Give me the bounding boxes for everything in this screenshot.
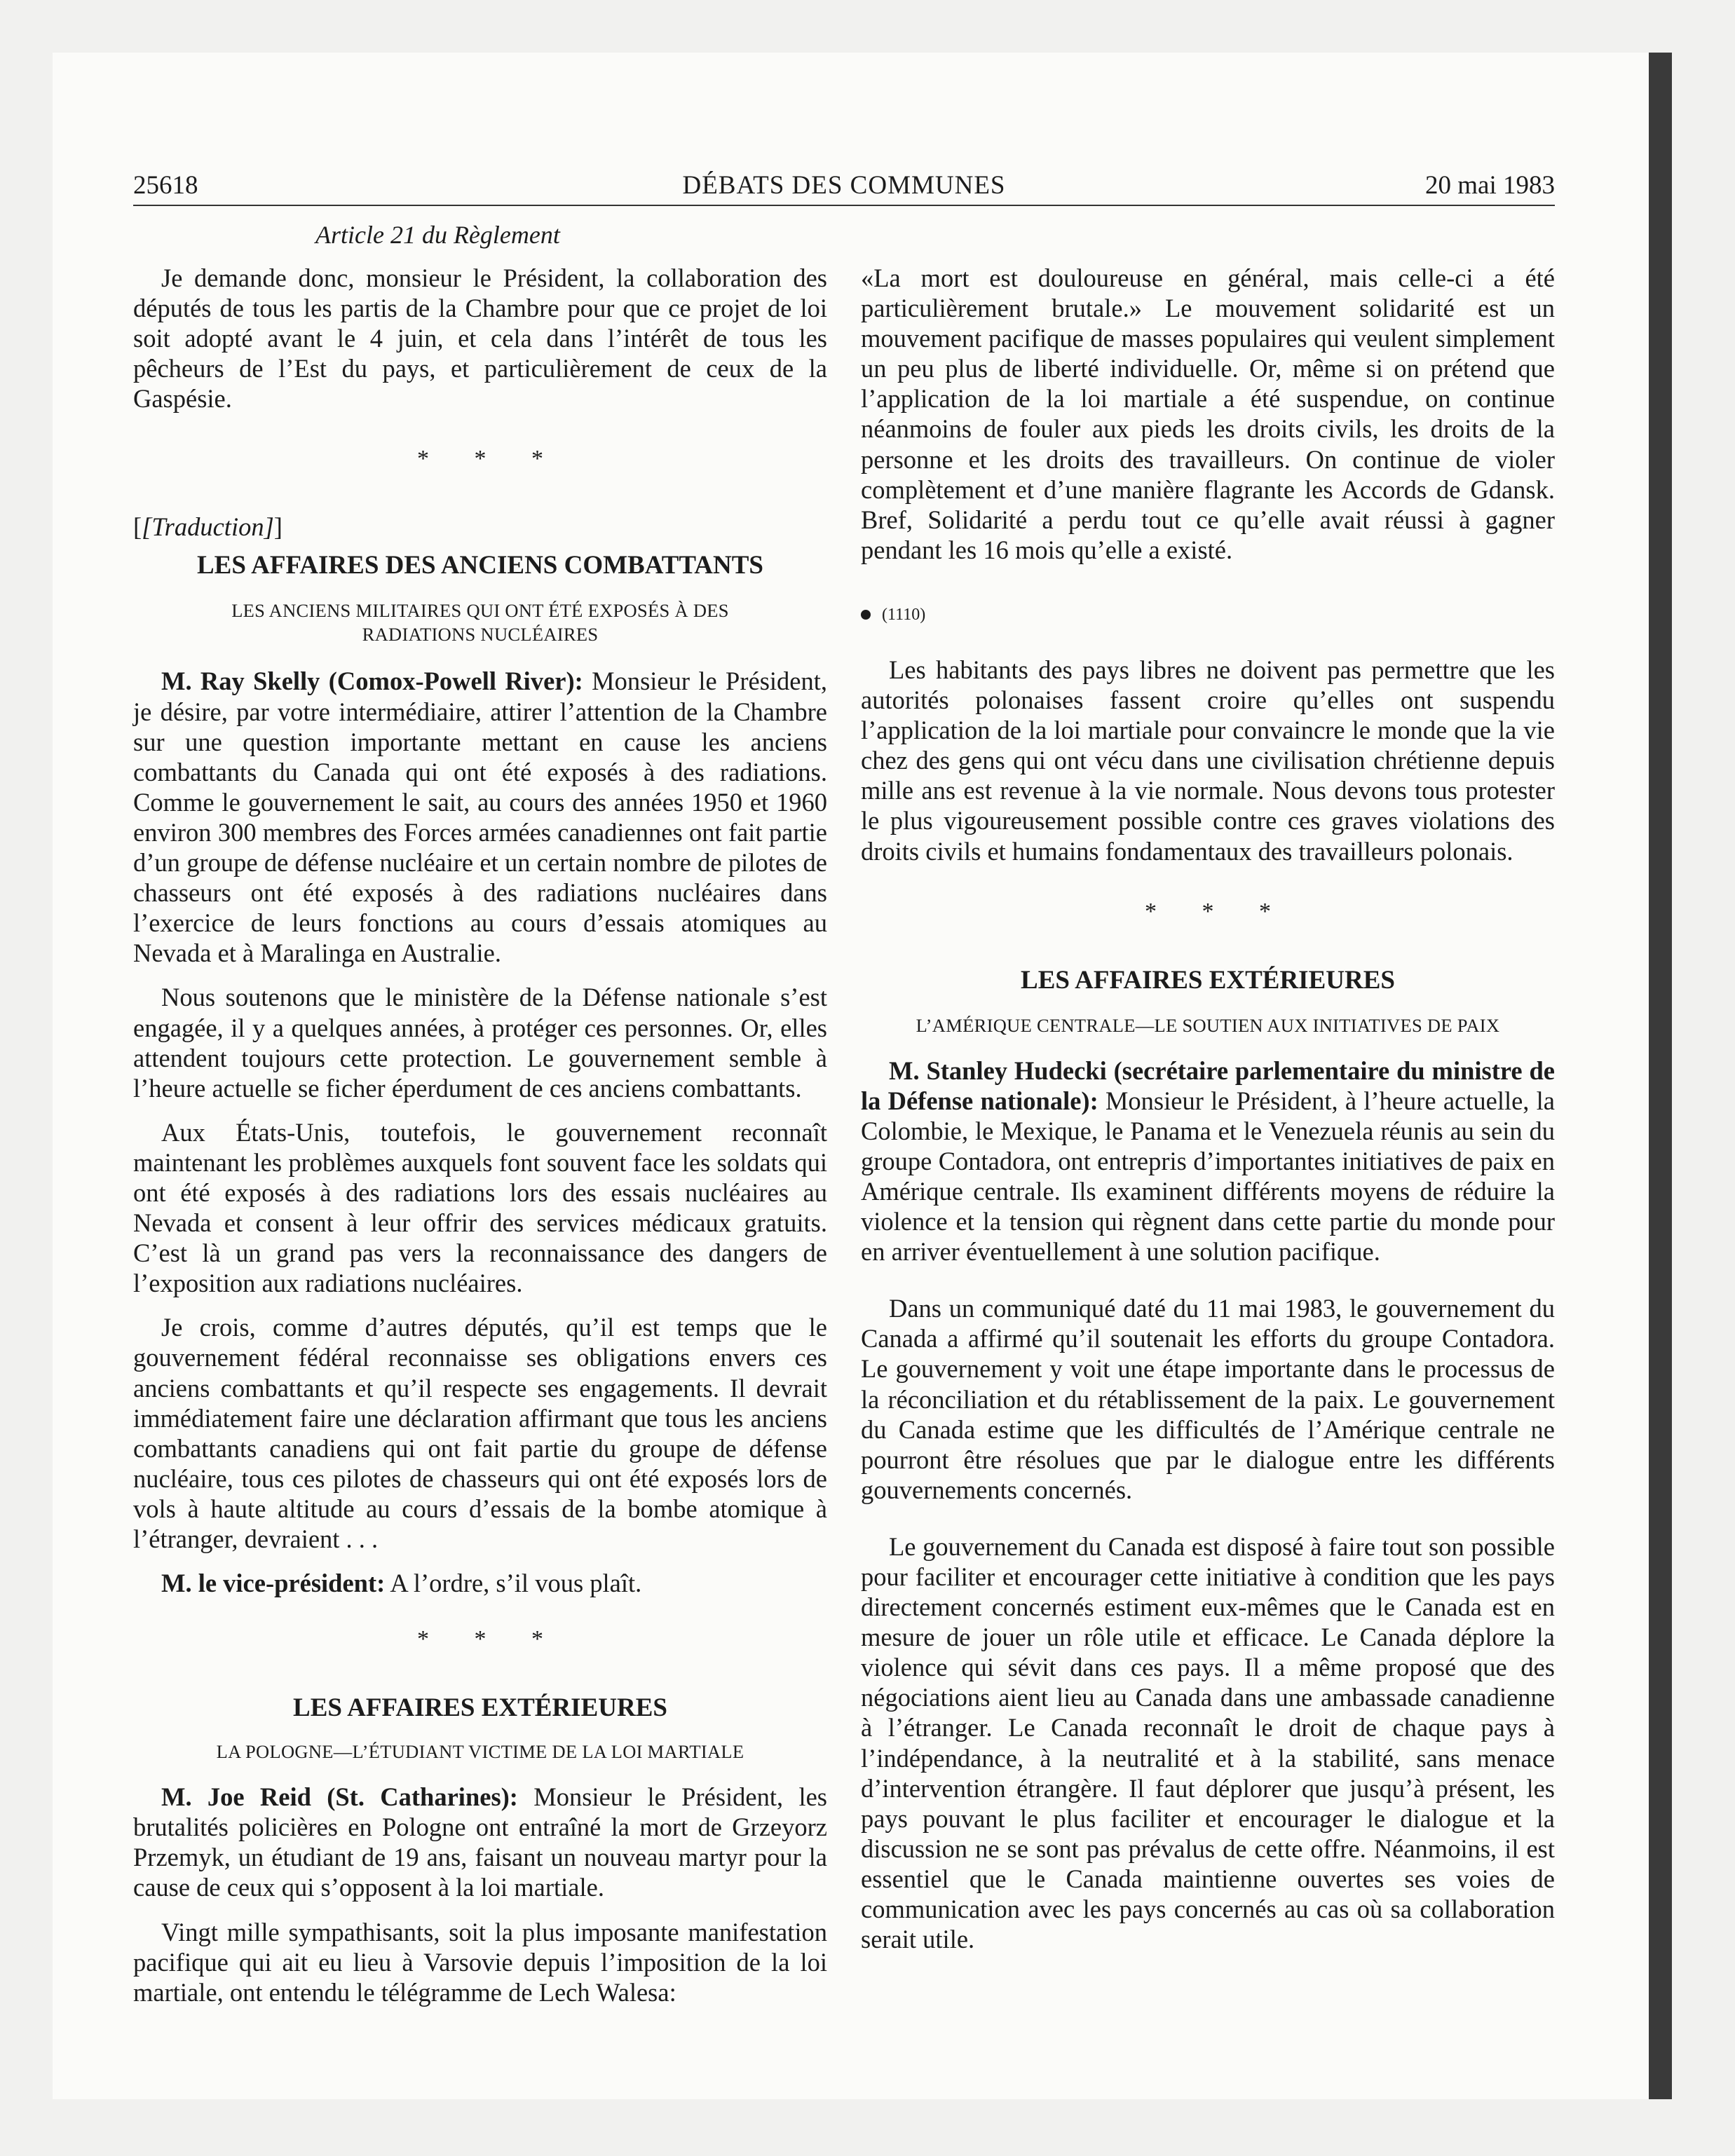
- paragraph: Aux États-Unis, toutefois, le gouvernement reconnaît maintenant les problèmes auxquels font souvent face les soldats qui ont été exposés à des radiations lors des essais nucléaires au Nevada et consent à leur offrir des services médicaux gratuits. C’est là un grand pas vers la reconnaissance des dangers de l’exposition aux radiations nucléaires.: [133, 1117, 827, 1298]
- speaker-name: M. Joe Reid (St. Catharines):: [161, 1782, 518, 1812]
- speaker-name: M. Stanley Hudecki (secrétaire parlementaire du ministre de la Défense nationale):: [861, 1056, 1555, 1115]
- section-separator: * * *: [417, 446, 563, 472]
- time-marker-text: (1110): [882, 605, 926, 624]
- paragraph: Les habitants des pays libres ne doivent pas permettre que les autorités polonaises fassent croire qu’elles ont suspendu l’application de la loi martiale pour convaincre le monde que la vie chez des gens qui ont vécu dans une civilisation chrétienne depuis mille ans est revenue à la vie normale. Nous devons tous protester le plus vigoureusement possible contre ces graves violations des droits civils et humains fondamentaux des travailleurs polonais.: [861, 655, 1555, 866]
- section-separator: * * *: [1145, 898, 1291, 925]
- speech-text: Monsieur le Président, les brutalités policières en Pologne ont entraîné la mort de Grzeyorz Przemyk, un étudiant de 19 ans, faisant un nouveau martyr pour la cause de ceux qui s’opposent à la loi martiale.: [133, 1782, 827, 1902]
- section-heading: LES AFFAIRES EXTÉRIEURES: [1021, 965, 1395, 995]
- section-heading: LES AFFAIRES EXTÉRIEURES: [293, 1693, 667, 1723]
- paragraph: «La mort est douloureuse en général, mais celle-ci a été particulièrement brutale.» Le mouvement solidarité est un mouvement pacifique de masses populaires qui veulent simplement un peu plus de liberté individuelle. Or, même si on prétend que l’application de la loi martiale a été suspendue, on continue néanmoins de fouler aux pieds les droits civils, les droits de la personne et les droits des travailleurs. On continue de violer complètement et d’une manière flagrante les Accords de Gdansk. Bref, Solidarité a perdu tout ce qu’elle avait réussi à gagner pendant les 16 mois qu’elle a existé.: [861, 264, 1555, 564]
- left-column: [133, 263, 827, 2007]
- scan-edge-bar: [1649, 53, 1672, 2099]
- right-column: [861, 263, 1555, 1954]
- page-header: [133, 168, 1555, 206]
- paragraph: Je crois, comme d’autres députés, qu’il est temps que le gouvernement fédéral reconnaisse ses obligations envers ces anciens combattants et qu’il respecte ses engagements. Il devrait immédiatement faire une déclaration affirmant que tous les anciens combattants canadiens qui ont fait partie du groupe de défense nucléaire, tous ces pilotes de chasseurs qui ont été exposés lors de vols à haute altitude au cours d’essais de la bombe atomique à l’étranger, devraient . . .: [133, 1313, 827, 1553]
- paragraph: Je demande donc, monsieur le Président, la collaboration des députés de tous les partis de la Chambre pour que ce projet de loi soit adopté avant le 4 juin, et cela dans l’intérêt de tous les pêcheurs de l’Est du pays, et particulièrement de ceux de la Gaspésie.: [133, 264, 827, 414]
- publication-title: DÉBATS DES COMMUNES: [682, 171, 1006, 200]
- section-subheading: L’AMÉRIQUE CENTRALE—LE SOUTIEN AUX INITIATIVES DE PAIX: [916, 1014, 1500, 1036]
- section-separator: * * *: [417, 1626, 563, 1653]
- translation-label: [Traduction]: [142, 512, 274, 542]
- speech-text: Monsieur le Président, je désire, par votre intermédiaire, attirer l’attention de la Chambre sur une question importante mettant en cause les anciens combattants du Canada qui ont été exposés à des radiations. Comme le gouvernement le sait, au cours des années 1950 et 1960 environ 300 membres des Forces armées canadiennes ont fait partie d’un groupe de défense nucléaire et un certain nombre de pilotes de chasseurs ont été exposés à des radiations nucléaires dans l’exercice de leurs fonctions au cours d’essais atomiques au Nevada et à Maralinga en Australie.: [133, 667, 828, 968]
- translation-marker: [[Traduction]]: [133, 512, 283, 542]
- publication-date: 20 mai 1983: [1425, 171, 1555, 200]
- paragraph: Dans un communiqué daté du 11 mai 1983, le gouvernement du Canada a affirmé qu’il soutenait les efforts du groupe Contadora. Le gouvernement y voit une étape importante dans le processus de la réconciliation et du rétablissement de la paix. Le gouvernement du Canada estime que les difficultés de l’Amérique centrale ne pourront être résolues que par le dialogue entre les différents gouvernements concernés.: [861, 1294, 1555, 1504]
- standing-order-label: Article 21 du Règlement: [315, 221, 560, 249]
- speech-text: A l’ordre, s’il vous plaît.: [390, 1569, 642, 1598]
- paragraph: Vingt mille sympathisants, soit la plus imposante manifestation pacifique qui ait eu lieu à Varsovie depuis l’imposition de la loi martiale, ont entendu le télégramme de Lech Walesa:: [133, 1917, 827, 2007]
- section-heading: LES AFFAIRES DES ANCIENS COMBATTANTS: [196, 551, 764, 580]
- time-marker: [861, 603, 1555, 627]
- paragraph: Le gouvernement du Canada est disposé à faire tout son possible pour faciliter et encourager cette initiative à condition que les pays directement concernés estiment eux-mêmes que le Canada est en mesure de jouer un rôle utile et efficace. Le Canada déplore la violence qui sévit dans ces pays. Il a même proposé que des négociations aient lieu au Canada dans une ambassade canadienne à l’étranger. Le Canada reconnaît le droit de chaque pays à l’indépendance, à la neutralité et à la stabilité, sans menace d’intervention étrangère. Il faut déplorer que jusqu’à présent, les pays pouvant le plus faciliter et encourager le dialogue et la discussion ne se sont pas prévalus de cette offre. Néanmoins, il est essentiel que le Canada maintienne ouvertes ses voies de communication avec les pays concernés au cas où sa collaboration serait utile.: [861, 1531, 1555, 1954]
- speaker-name: M. Ray Skelly (Comox-Powell River):: [161, 667, 583, 696]
- speaker-name: M. le vice-président:: [161, 1569, 386, 1598]
- section-subheading: LA POLOGNE—L’ÉTUDIANT VICTIME DE LA LOI MARTIALE: [216, 1741, 744, 1763]
- paragraph: Nous soutenons que le ministère de la Défense nationale s’est engagée, il y a quelques années, à protéger ces personnes. Or, elles attendent toujours cette protection. Le gouvernement semble à l’heure actuelle se ficher éperdument de ces anciens combattants.: [133, 983, 827, 1103]
- speech-paragraph: [133, 1782, 827, 1902]
- section-subheading: LES ANCIENS MILITAIRES QUI ONT ÉTÉ EXPOSÉS À DES RADIATIONS NUCLÉAIRES: [231, 600, 729, 646]
- speech-paragraph: [133, 666, 827, 968]
- speech-text: Monsieur le Président, à l’heure actuelle, la Colombie, le Mexique, le Panama et le Venezuela réunis au sein du groupe Contadora, ont entrepris d’importantes initiatives de paix en Amérique centrale. Ils examinent différents moyens de réduire la violence et la tension qui règnent dans cette partie du monde pour en arriver éventuellement à une solution pacifique.: [861, 1086, 1555, 1267]
- speech-paragraph: [861, 1056, 1555, 1267]
- bullet-dot-icon: [861, 610, 871, 620]
- page-number: 25618: [133, 171, 198, 200]
- speech-paragraph: [133, 1568, 827, 1598]
